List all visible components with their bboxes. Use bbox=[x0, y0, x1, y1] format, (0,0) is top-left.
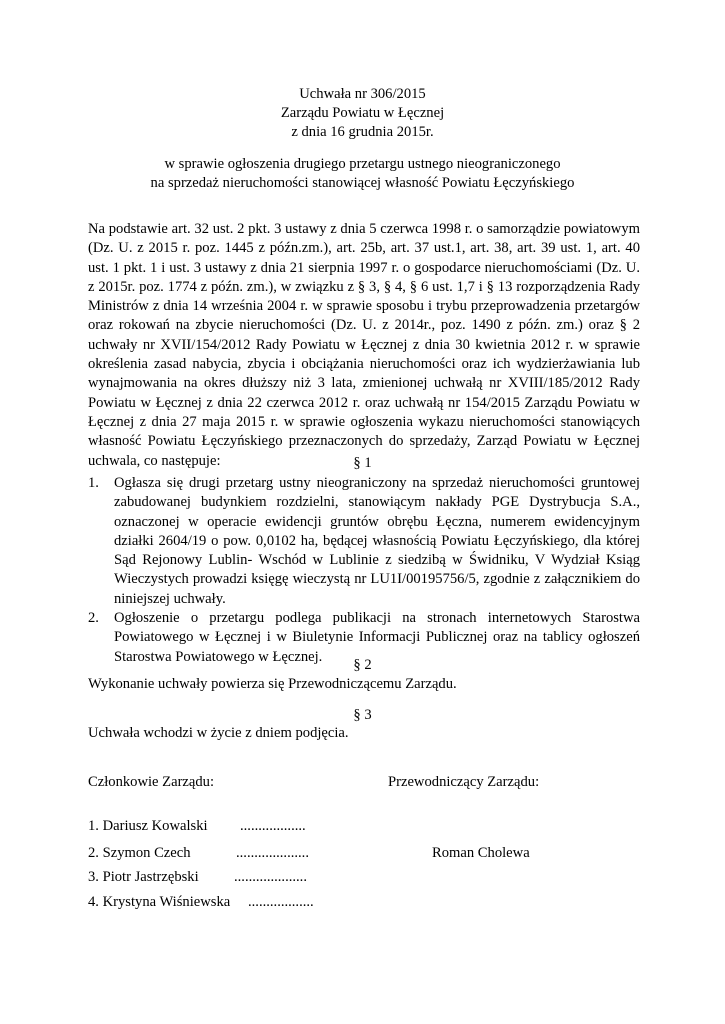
signature-line: .................... bbox=[234, 869, 307, 885]
preamble: Na podstawie art. 32 ust. 2 pkt. 3 ustawy z dnia 5 czerwca 1998 r. o samorządzie powiatowym (Dz. U. z 2015 r. poz. 1445 z późn.zm.), art. 25b, art. 37 ust.1, art. 38, art. 39 ust. 1, art. 40 ust. 1 pkt. 1 i ust. 3 ustawy z dnia 21 sierpnia 1997 r. o gospodarce nieruchomościami (Dz. U. z 2015r. poz. 1774 z późn. zm.), w związku z § 3, § 4, § 6 ust. 1,7 i § 13 rozporządzenia Rady Ministrów z dnia 14 września 2004 r. w sprawie sposobu i trybu przeprowadzenia przetargów oraz rokowań na zbycie nieruchomości (Dz. U. z 2014r., poz. 1490 z późn. zm.) oraz § 2 uchwały nr XVII/154/2012 Rady Powiatu w Łęcznej z dnia 30 kwietnia 2012 r. w sprawie określenia zasad nabycia, zbycia i obciążania nieruchomości oraz ich wydzierżawiania lub wynajmowania na okres dłuższy niż 3 lata, zmienionej uchwałą nr XVIII/185/2012 Rady Powiatu w Łęcznej z dnia 22 czerwca 2012 r. oraz uchwałą nr 154/2015 Zarządu Powiatu w Łęcznej z dnia 27 maja 2015 r. w sprawie ogłoszenia wykazu nieruchomości stanowiących własność Powiatu Łęczyńskiego przeznaczonych do sprzedaży, Zarząd Powiatu w Łęcznej uchwala, co następuje: bbox=[88, 221, 640, 469]
member-name: 2. Szymon Czech bbox=[88, 845, 191, 861]
list-item bbox=[88, 474, 640, 609]
chair-name: Roman Cholewa bbox=[432, 845, 530, 861]
signature-line: .................... bbox=[236, 845, 309, 861]
members-label: Członkowie Zarządu: bbox=[88, 774, 215, 790]
subject-line-1: w sprawie ogłoszenia drugiego przetargu ustnego nieograniczonego bbox=[164, 156, 561, 172]
list-item-text: Ogłoszenie o przetargu podlega publikacji na stronach internetowych Starostwa Powiatowego w Łęcznej i w Biuletynie Informacji Publicznej oraz na tablicy ogłoszeń Starostwa Powiatowego w Łęcznej. bbox=[114, 610, 640, 665]
member-name: 4. Krystyna Wiśniewska bbox=[88, 894, 231, 910]
subject-line-2: na sprzedaż nieruchomości stanowiącej własność Powiatu Łęczyńskiego bbox=[150, 175, 575, 191]
list-item-number: 1. bbox=[88, 475, 99, 491]
section-3-mark: § 3 bbox=[353, 707, 372, 723]
list-item-text: Ogłasza się drugi przetarg ustny nieograniczony na sprzedaż nieruchomości gruntowej zabudowanej budynkiem rozdzielni, stanowiącym nakłady PGE Dystrybucja S.A., oznaczonej w operacie ewidencji gruntów obrębu Łęczna, numerem ewidencyjnym działki 2604/19 o pow. 0,0102 ha, będącej własnością Powiatu Łęczyńskiego, dla której Sąd Rejonowy Lublin- Wschód w Lublinie z siedzibą w Świdniku, V Wydział Ksiąg Wieczystych prowadzi księgę wieczystą nr LU1I/00195756/5, zgodnie z załącznikiem do niniejszej uchwały. bbox=[114, 475, 640, 607]
section-3-text: Uchwała wchodzi w życie z dniem podjęcia. bbox=[88, 725, 349, 741]
section-1-mark: § 1 bbox=[353, 455, 372, 471]
member-name: 3. Piotr Jastrzębski bbox=[88, 869, 199, 885]
signature-line: .................. bbox=[240, 818, 306, 834]
section-2-mark: § 2 bbox=[353, 657, 372, 673]
section-2-text: Wykonanie uchwały powierza się Przewodniczącemu Zarządu. bbox=[88, 676, 457, 692]
chair-label: Przewodniczący Zarządu: bbox=[388, 774, 540, 790]
section-1-list bbox=[88, 474, 640, 667]
resolution-title: Uchwała nr 306/2015 bbox=[299, 86, 426, 102]
list-item-number: 2. bbox=[88, 610, 99, 627]
signature-line: .................. bbox=[248, 894, 314, 910]
resolution-date: z dnia 16 grudnia 2015r. bbox=[291, 124, 434, 140]
member-name: 1. Dariusz Kowalski bbox=[88, 818, 208, 834]
resolution-board: Zarządu Powiatu w Łęcznej bbox=[280, 105, 445, 121]
